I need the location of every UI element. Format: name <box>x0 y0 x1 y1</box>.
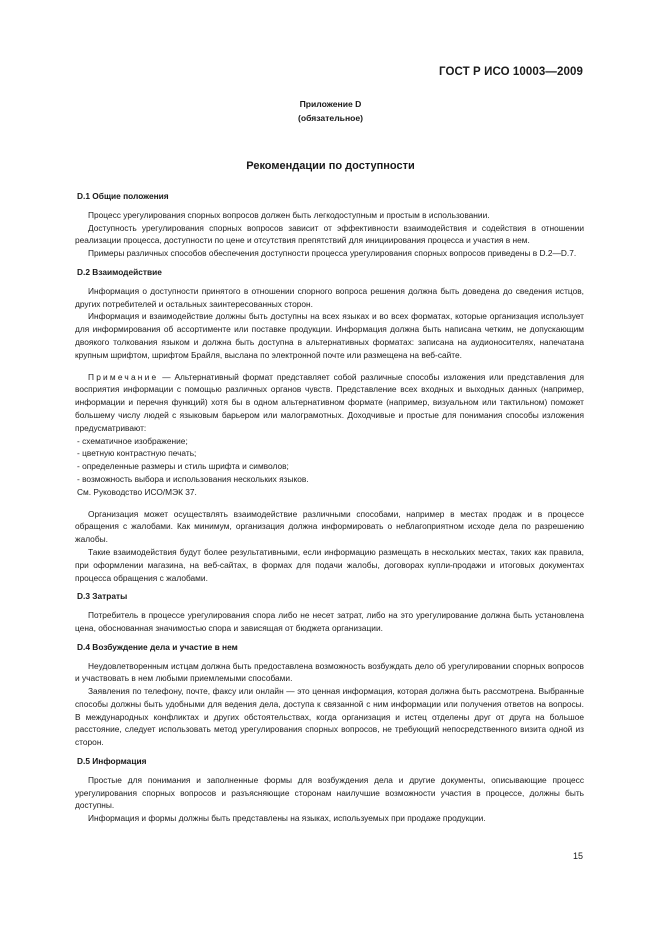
section-heading-d5: D.5 Информация <box>77 756 147 767</box>
appendix-label: Приложение D <box>299 99 362 109</box>
page-title: Рекомендации по доступности <box>246 160 415 172</box>
section-heading-d4: D.4 Возбуждение дела и участие в нем <box>77 641 238 652</box>
list-item: - цветную контрастную печать; <box>77 448 197 459</box>
list-item: - схематичное изображение; <box>77 435 188 446</box>
section-heading-d2: D.2 Взаимодействие <box>77 266 162 277</box>
appendix-heading <box>0 97 661 125</box>
paragraph: Процесс урегулирования спорных вопросов должен быть легкодоступным и простым в использовании. <box>88 209 490 220</box>
paragraph: Доступность урегулирования спорных вопросов зависит от эффективности взаимодействия и содействия в отношении реализации процесса, доступности по цене и отсутствия препятствий для инициирования процесса и участия в нем. <box>75 222 584 246</box>
note <box>75 371 584 435</box>
paragraph: Организация может осуществлять взаимодействие различными способами, например в местах продаж и в процессе обращения с жалобами. Как минимум, организация должна информировать о неблагоприятном исходе дела по разрешению жалобы. <box>75 508 584 545</box>
paragraph: Информация и взаимодействие должны быть доступны на всех языках и во всех форматах, которые организация использует для информирования об ассортименте или поставке продукции. Информация должна быть написана четким, не допускающим двоякого толкования языком и должна быть доступна в альтернативных форматах: записана на аудионосителях, напечатана крупным шрифтом, шрифтом Брайля, выслана по электронной почте или размещена на веб-сайте. <box>75 311 584 360</box>
paragraph: Неудовлетворенным истцам должна быть предоставлена возможность возбуждать дело об урегулировании спорных вопросов и участвовать в нем любыми приемлемыми способами. <box>75 660 584 684</box>
page-number: 15 <box>572 851 583 861</box>
list-item: - определенные размеры и стиль шрифта и символов; <box>77 461 289 472</box>
paragraph: Потребитель в процессе урегулирования спора либо не несет затрат, либо на это урегулирование должна быть установлена цена, обоснованная значимостью спора и зависящая от бюджета организации. <box>75 610 584 633</box>
section-heading-d3: D.3 Затраты <box>77 591 128 602</box>
paragraph: Простые для понимания и заполненные формы для возбуждения дела и другие документы, описывающие процесс урегулирования спорных вопросов и разъясняющие сторонам наилучшие возможности участия в процессе, должны быть доступны. <box>75 774 584 811</box>
document-code: ГОСТ Р ИСО 10003—2009 <box>438 66 583 78</box>
document-body <box>75 190 584 825</box>
paragraph: Примеры различных способов обеспечения доступности процесса урегулирования спорных вопросов приведены в D.2—D.7. <box>88 248 577 259</box>
note-text: — Альтернативный формат представляет собой различные способы изложения или представления для восприятия информации с помощью различных органов чувств. Представление всех входных и выходных данных (например, информации и перечня функций) хотя бы в одном альтернативном формате (например, визуальном или тактильном) поможет большему числу людей с языковым барьером или малограмотных. Доходчивые и простые для понимания способы изложения предусматривают: <box>75 371 584 433</box>
paragraph: Информация и формы должны быть представлены на языках, используемых при продаже продукции. <box>88 813 486 824</box>
note-label: Примечание <box>88 371 159 382</box>
appendix-status: (обязательное) <box>297 113 364 123</box>
reference: См. Руководство ИСО/МЭК 37. <box>77 486 197 497</box>
paragraph: Такие взаимодействия будут более результативными, если информацию размещать в нескольких местах, таких как правила, при оформлении магазина, на веб-сайтах, в формах для подачи жалобы, договорах купли-продажи и итоговых документах процесса обращения с жалобами. <box>75 546 584 583</box>
list-item: - возможность выбора и использования нескольких языков. <box>77 473 309 484</box>
paragraph: Информация о доступности принятого в отношении спорного вопроса решения должна быть доведена до сведения истцов, других потребителей и остальных заинтересованных сторон. <box>75 285 584 309</box>
paragraph: Заявления по телефону, почте, факсу или онлайн — это ценная информация, которая должна быть рассмотрена. Выбранные способы должны быть удобными для ведения дела, доступа к связанной с ним информации или получения ответов на вопросы. В международных конфликтах и других обстоятельствах, когда организация и истец отделены друг от друга на большое расстояние, следует использовать метод урегулирования спорных вопросов, не требующий непосредственного визита одной из сторон. <box>75 686 584 748</box>
section-heading-d1: D.1 Общие положения <box>77 191 169 201</box>
